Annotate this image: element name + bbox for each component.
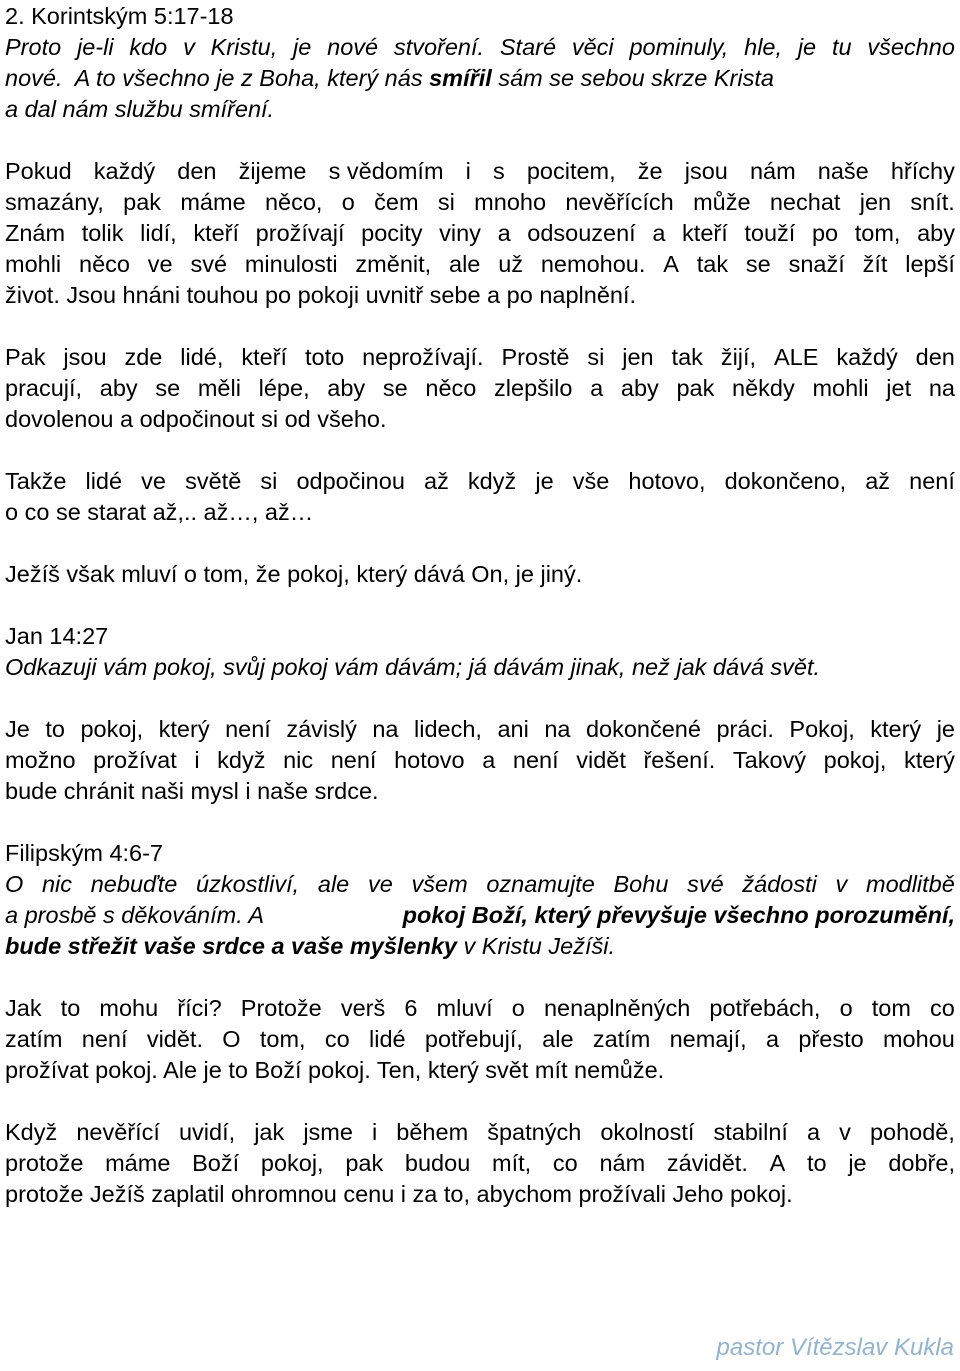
word: kdo xyxy=(129,34,168,60)
paragraph-line xyxy=(5,249,955,280)
word: lepší xyxy=(905,251,955,277)
word: všem xyxy=(411,871,468,897)
word: i xyxy=(372,1119,378,1145)
word: Protože xyxy=(240,995,322,1021)
word: zlepšilo xyxy=(494,375,573,401)
word: tom xyxy=(871,995,911,1021)
word: ALE xyxy=(774,344,819,370)
word: na xyxy=(544,716,571,742)
word: mohou xyxy=(882,1026,955,1052)
word: tom, xyxy=(854,220,901,246)
word: není xyxy=(225,716,271,742)
word: aby xyxy=(99,375,138,401)
word: přesto xyxy=(798,1026,864,1052)
word: ale xyxy=(449,251,481,277)
paragraph-line xyxy=(5,218,955,249)
word: uvidí, xyxy=(178,1119,236,1145)
word: na xyxy=(372,716,399,742)
word: a xyxy=(807,1119,821,1145)
word: modlitbě xyxy=(866,871,955,897)
word: co xyxy=(552,1150,578,1176)
paragraph-line xyxy=(5,993,955,1024)
word: si xyxy=(260,468,278,494)
word: zatím xyxy=(5,1026,63,1052)
word: hotovo, xyxy=(628,468,706,494)
paragraph-line xyxy=(5,373,955,404)
word: stvoření. xyxy=(393,34,485,60)
word: lidé xyxy=(369,1026,406,1052)
word: Prostě xyxy=(501,344,570,370)
word: nemají, xyxy=(669,1026,747,1052)
word: o xyxy=(341,189,355,215)
word: hříchy xyxy=(890,158,955,184)
word: naše xyxy=(817,158,869,184)
word: Staré xyxy=(499,34,557,60)
word: ale xyxy=(542,1026,574,1052)
word: mluví xyxy=(436,995,493,1021)
word: oznamujte xyxy=(486,871,595,897)
word: žádosti xyxy=(742,871,817,897)
word: pohodě, xyxy=(869,1119,955,1145)
word: tolik xyxy=(81,220,124,246)
word: špatných xyxy=(487,1119,582,1145)
word: kteří xyxy=(682,220,728,246)
word: něco xyxy=(79,251,130,277)
word: vidět xyxy=(576,747,626,773)
word: nám xyxy=(599,1150,646,1176)
word: snít. xyxy=(910,189,955,215)
word: který xyxy=(158,716,210,742)
word: protože xyxy=(5,1150,84,1176)
word: v xyxy=(835,871,848,897)
word: co xyxy=(324,1026,350,1052)
verse-text: sám se sebou skrze Krista xyxy=(491,65,774,91)
word: co xyxy=(930,995,955,1021)
verse-emphasis: bude střežit vaše srdce a vaše myšlenky xyxy=(5,933,457,959)
word: aby xyxy=(917,220,955,246)
paragraph-line xyxy=(5,466,955,497)
word: budou xyxy=(404,1150,471,1176)
word: a xyxy=(765,1026,780,1052)
verse-line xyxy=(5,63,955,94)
word: máme xyxy=(105,1150,171,1176)
word: hle, xyxy=(744,34,783,60)
word: a xyxy=(590,375,604,401)
word: dokončené xyxy=(585,716,701,742)
word: ale xyxy=(317,871,350,897)
word: 6 xyxy=(404,995,418,1021)
word: nám xyxy=(749,158,796,184)
word: který xyxy=(903,747,955,773)
verse-emphasis: smířil xyxy=(429,65,492,91)
word: je xyxy=(936,716,955,742)
word: aby xyxy=(327,375,366,401)
word: hotovo xyxy=(394,747,465,773)
word: mohu xyxy=(99,995,159,1021)
word: měli xyxy=(197,375,241,401)
word: prožívají xyxy=(255,220,345,246)
paragraph-line xyxy=(5,1117,955,1148)
word: pominuly, xyxy=(629,34,729,60)
word: každý xyxy=(836,344,898,370)
word: ve xyxy=(367,871,393,897)
paragraph-line xyxy=(5,156,955,187)
word: to xyxy=(45,716,65,742)
word: vše xyxy=(572,468,610,494)
word: každý xyxy=(93,158,156,184)
word: žijeme xyxy=(238,158,307,184)
word: dobře, xyxy=(888,1150,955,1176)
word: říci? xyxy=(177,995,222,1021)
author-signature: pastor Vítězslav Kukla xyxy=(716,1334,954,1361)
word: ve xyxy=(147,251,173,277)
word: žít xyxy=(862,251,888,277)
word: nevěřící xyxy=(76,1119,160,1145)
word: lidé xyxy=(85,468,123,494)
word: řešení. xyxy=(643,747,716,773)
word: věci xyxy=(571,34,614,60)
word: pocity xyxy=(361,220,423,246)
word: ani xyxy=(497,716,529,742)
word: nevěřících xyxy=(565,189,674,215)
word: minulosti xyxy=(244,251,338,277)
word: O xyxy=(222,1026,241,1052)
word: A xyxy=(769,1150,786,1176)
word: Proto xyxy=(5,34,62,60)
word: až xyxy=(865,468,891,494)
word: o xyxy=(839,995,853,1021)
word: tu xyxy=(831,34,852,60)
word: žijí, xyxy=(720,344,757,370)
reference-2-corinthians: 2. Korintským 5:17-18 xyxy=(5,3,234,29)
word: tak xyxy=(671,344,703,370)
paragraph-line: dovolenou a odpočinout si od všeho. xyxy=(5,406,387,432)
word: je xyxy=(848,1150,867,1176)
word: něco xyxy=(425,375,477,401)
word: mnoho xyxy=(474,189,547,215)
word: se xyxy=(382,375,408,401)
paragraph-line: Ježíš však mluví o tom, že pokoj, který dává On, je jiný. xyxy=(5,561,583,587)
paragraph-line xyxy=(5,1024,955,1055)
word: všechno xyxy=(867,34,955,60)
word: to xyxy=(807,1150,827,1176)
word: Pokoj, xyxy=(789,716,855,742)
word: i xyxy=(194,747,200,773)
word: pocitem, xyxy=(526,158,616,184)
word: potřebují, xyxy=(424,1026,523,1052)
word: který xyxy=(870,716,922,742)
verse-line: a dal nám službu smíření. xyxy=(5,96,275,122)
word: na xyxy=(928,375,955,401)
word: nové xyxy=(327,34,379,60)
word: smazány, xyxy=(5,189,104,215)
word: o xyxy=(511,995,525,1021)
document-page xyxy=(5,1,955,1210)
word: Pak xyxy=(5,344,46,370)
word: čem xyxy=(374,189,419,215)
word: viny xyxy=(439,220,481,246)
word: když xyxy=(467,468,517,494)
word: není xyxy=(330,747,377,773)
verse-line: Odkazuji vám pokoj, svůj pokoj vám dávám; já dávám jinak, než jak dává svět. xyxy=(5,654,821,680)
word: Znám xyxy=(5,220,66,246)
word: den xyxy=(177,158,217,184)
word: nenaplněných xyxy=(543,995,691,1021)
word: tak xyxy=(696,251,729,277)
word: své xyxy=(190,251,228,277)
word: Takový xyxy=(732,747,807,773)
word: jen xyxy=(859,189,892,215)
word: je xyxy=(797,34,817,60)
word: v xyxy=(839,1119,851,1145)
word: touží xyxy=(744,220,796,246)
verse-line xyxy=(5,900,955,931)
word: odsouzení xyxy=(527,220,636,246)
word: mít, xyxy=(492,1150,532,1176)
paragraph-line xyxy=(5,187,955,218)
word: kteří xyxy=(193,220,240,246)
word: po xyxy=(811,220,839,246)
paragraph-line: o co se starat až,.. až…, až… xyxy=(5,499,314,525)
word: snaží xyxy=(788,251,845,277)
word: není xyxy=(909,468,955,494)
paragraph-line xyxy=(5,1148,955,1179)
word: jsme xyxy=(303,1119,353,1145)
verse-emphasis: pokoj Boží, který převyšuje všechno porozumění, xyxy=(402,902,955,928)
paragraph-line xyxy=(5,714,955,745)
word: máme xyxy=(180,189,246,215)
paragraph-line: bude chránit naši mysl i naše srdce. xyxy=(5,778,379,804)
verse-text: v Kristu Ježíši. xyxy=(457,933,616,959)
word: okolností xyxy=(600,1119,695,1145)
word: závislý xyxy=(286,716,357,742)
word: stabilní xyxy=(713,1119,788,1145)
word: zde xyxy=(124,344,163,370)
word: své xyxy=(687,871,724,897)
word: kteří xyxy=(241,344,288,370)
paragraph-line xyxy=(5,342,955,373)
word: není xyxy=(512,747,559,773)
reference-philippians: Filipským 4:6-7 xyxy=(5,840,164,866)
word: vidět. xyxy=(146,1026,203,1052)
word: Je xyxy=(5,716,30,742)
word: a xyxy=(652,220,666,246)
word: práci. xyxy=(716,716,774,742)
word: si xyxy=(437,189,455,215)
word: někdy xyxy=(732,375,795,401)
word: s vědomím xyxy=(328,158,444,184)
word: aby xyxy=(620,375,659,401)
word: nebuďte xyxy=(90,871,178,897)
word: něco, xyxy=(264,189,323,215)
word: pokoj, xyxy=(260,1150,324,1176)
word: pak xyxy=(676,375,715,401)
word: pokoj, xyxy=(80,716,144,742)
paragraph-line: prožívat pokoj. Ale je to Boží pokoj. Ten, který svět mít nemůže. xyxy=(5,1057,665,1083)
word: během xyxy=(396,1119,469,1145)
word: je xyxy=(293,34,312,60)
word: a xyxy=(497,220,511,246)
word: úzkostliví, xyxy=(196,871,300,897)
word: Jak xyxy=(5,995,42,1021)
word: se xyxy=(155,375,181,401)
word: Pokud xyxy=(5,158,72,184)
word: může xyxy=(693,189,751,215)
word: se xyxy=(745,251,771,277)
word: už xyxy=(498,251,524,277)
word: den xyxy=(915,344,955,370)
word: jen xyxy=(622,344,654,370)
word: nic xyxy=(41,871,73,897)
word: až xyxy=(424,468,449,494)
word: neprožívají. xyxy=(362,344,484,370)
word: toto xyxy=(304,344,345,370)
verse-text: nové. A to všechno je z Boha, který nás xyxy=(5,65,430,91)
word: jsou xyxy=(63,344,107,370)
word: lépe, xyxy=(258,375,310,401)
word: tom, xyxy=(259,1026,306,1052)
word: to xyxy=(60,995,81,1021)
paragraph-line xyxy=(5,745,955,776)
word: je-li xyxy=(76,34,114,60)
word: jet xyxy=(886,375,912,401)
word: O xyxy=(5,871,24,897)
word: změnit, xyxy=(355,251,432,277)
word: pokoj, xyxy=(823,747,887,773)
word: nic xyxy=(283,747,314,773)
word: když xyxy=(217,747,266,773)
word: možno xyxy=(5,747,76,773)
word: Když xyxy=(5,1119,58,1145)
word: je xyxy=(535,468,554,494)
word: pak xyxy=(345,1150,384,1176)
word: v xyxy=(183,34,195,60)
word: A xyxy=(663,251,679,277)
word: a xyxy=(482,747,496,773)
verse-line xyxy=(5,869,955,900)
word: i xyxy=(465,158,471,184)
word: Kristu, xyxy=(210,34,278,60)
word: světě xyxy=(185,468,242,494)
word: závidět. xyxy=(666,1150,748,1176)
word: s xyxy=(492,158,505,184)
word: Bohu xyxy=(613,871,669,897)
word: jak xyxy=(254,1119,285,1145)
word: pracují, xyxy=(5,375,83,401)
word: zatím xyxy=(592,1026,651,1052)
verse-line xyxy=(5,931,955,962)
word: ve xyxy=(141,468,166,494)
word: pak xyxy=(123,189,162,215)
word: lidé, xyxy=(180,344,224,370)
verse-line xyxy=(5,32,955,63)
word: že xyxy=(637,158,663,184)
word: nemohou. xyxy=(540,251,646,277)
word: verš xyxy=(340,995,386,1021)
word: nechat xyxy=(769,189,841,215)
paragraph-line: život. Jsou hnáni touhou po pokoji uvnitř sebe a po naplnění. xyxy=(5,282,637,308)
paragraph-line: protože Ježíš zaplatil ohromnou cenu i za to, abychom prožívali Jeho pokoj. xyxy=(5,1181,793,1207)
word: mohli xyxy=(5,251,62,277)
verse-text: a prosbě s děkováním. A xyxy=(5,902,270,928)
word: dokončeno, xyxy=(724,468,847,494)
word: Takže xyxy=(5,468,67,494)
word: jsou xyxy=(684,158,728,184)
word: není xyxy=(81,1026,128,1052)
word: mohli xyxy=(812,375,869,401)
word: Boží xyxy=(192,1150,240,1176)
reference-john: Jan 14:27 xyxy=(5,623,109,649)
word: potřebách, xyxy=(709,995,821,1021)
word: si xyxy=(587,344,605,370)
word: lidí, xyxy=(140,220,177,246)
word: lidech, xyxy=(414,716,482,742)
word: odpočinou xyxy=(296,468,405,494)
word: prožívat xyxy=(93,747,177,773)
